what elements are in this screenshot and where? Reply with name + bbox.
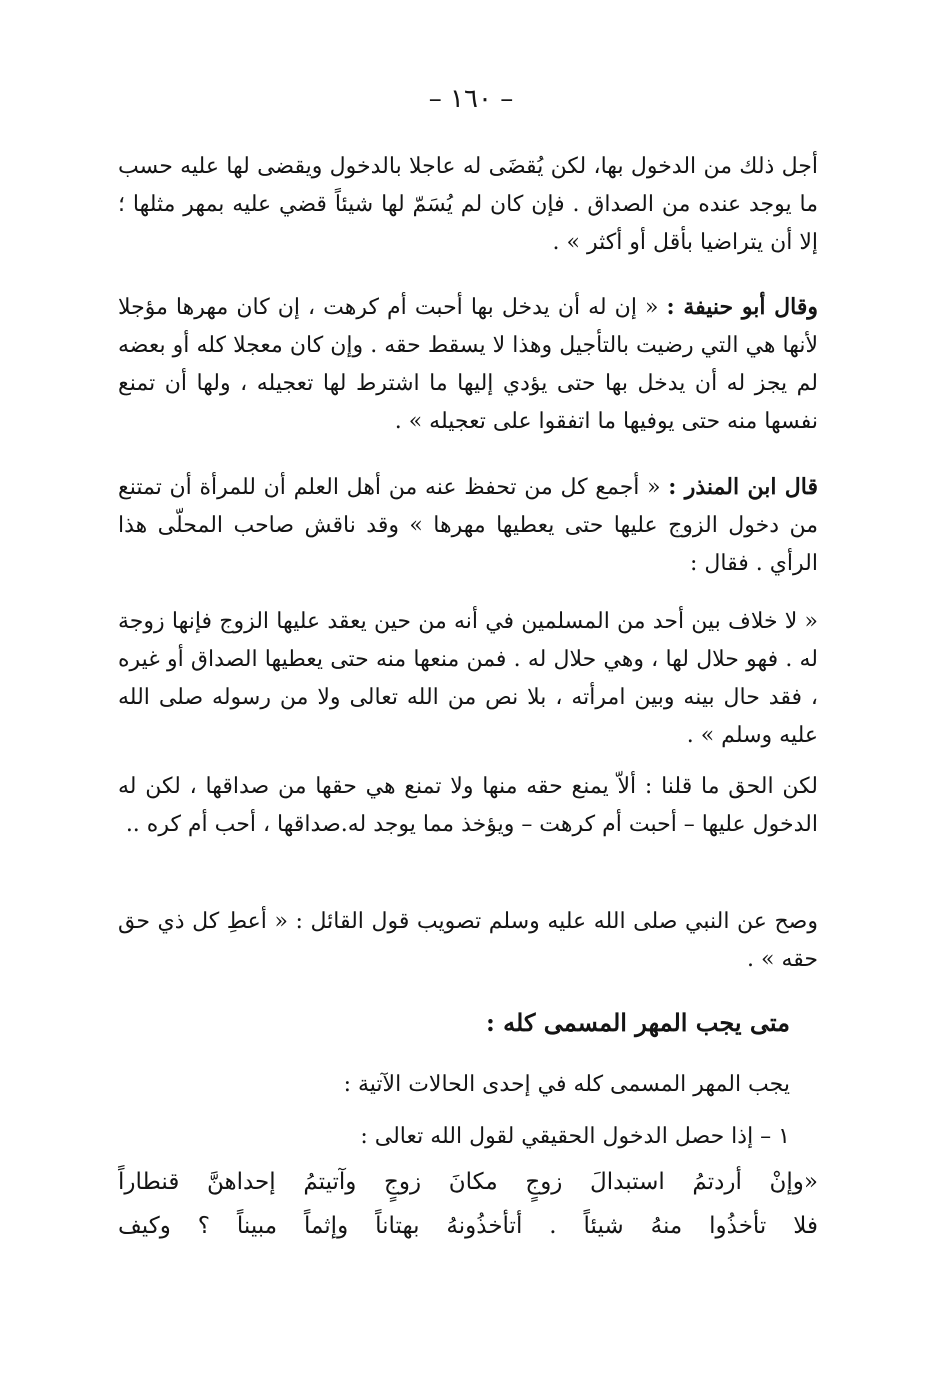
section-intro: يجب المهر المسمى كله في إحدى الحالات الآتية :	[343, 1072, 790, 1097]
paragraph-1	[118, 148, 818, 262]
quran-line-1: «وإنْ أردتمُ استبدالَ زوجٍ مكانَ زوجٍ وآتيتمُ إحداهنَّ قنطاراً	[118, 1169, 818, 1195]
paragraph-5	[118, 768, 818, 844]
speaker-abu-hanifa: وقال أبو حنيفة :	[666, 294, 819, 320]
paragraph-1-text: أجل ذلك من الدخول بها، لكن يُقضَى له عاجلا بالدخول ويقضى لها عليه حسب ما يوجد عنده من الصداق . فإن كان لم يُسَمّ لها شيئاً قضي عليه بمهر مثلها ؛ إلا أن يتراضيا بأقل أو أكثر » .	[118, 154, 818, 255]
paragraph-5-text: لكن الحق ما قلنا : ألاّ يمنع حقه منها ولا تمنع هي حقها من صداقها ، لكن له الدخول عليها – أحبت أم كرهت – ويؤخذ مما يوجد له.صداقها ، أحب أم كره ..	[118, 774, 818, 837]
paragraph-6-text: وصح عن النبي صلى الله عليه وسلم تصويب قول القائل : « أعطِ كل ذي حق حقه » .	[118, 909, 818, 972]
paragraph-2-text: « إن له أن يدخل بها أحبت أم كرهت ، إن كان مهرها مؤجلا لأنها هي التي رضيت بالتأجيل وهذا لا يسقط حقه . وإن كان معجلا كله أو بعضه لم يجز له أن يدخل بها حتى يؤدي إليها ما اشترط لها تعجيله ، ولها أن تمنع نفسها منه حتى يوفيها ما اتفقوا على تعجيله » .	[118, 295, 818, 434]
paragraph-4	[118, 603, 818, 755]
paragraph-3	[118, 468, 818, 583]
paragraph-6	[118, 903, 818, 979]
case-1: ١ – إذا حصل الدخول الحقيقي لقول الله تعالى :	[360, 1124, 790, 1149]
quran-line-2: فلا تأخذُوا منهُ شيئاً . أتأخذُونهُ بهتاناً وإثماً مبيناً ؟ وكيف	[118, 1213, 818, 1239]
quran-verse	[118, 1160, 818, 1248]
section-heading: متى يجب المهر المسمى كله :	[485, 1008, 790, 1037]
paragraph-4-text: « لا خلاف بين أحد من المسلمين في أنه من حين يعقد عليها الزوج فإنها زوجة له . فهو حلال لها ، وهي حلال له . فمن منعها منه حتى يعطيها الصداق أو غيره ، فقد حال بينه وبين امرأته ، بلا نص من الله تعالى ولا من رسوله صلى الله عليه وسلم » .	[118, 609, 819, 748]
page-number: – ١٦٠ –	[428, 84, 514, 114]
speaker-ibn-al-mundhir: قال ابن المنذر :	[668, 474, 818, 500]
paragraph-2	[118, 288, 818, 441]
paragraph-3-text: « أجمع كل من تحفظ عنه من أهل العلم أن للمرأة أن تمتنع من دخول الزوج عليها حتى يعطيها مهرها » وقد ناقش صاحب المحلّى هذا الرأي . فقال :	[118, 475, 818, 576]
